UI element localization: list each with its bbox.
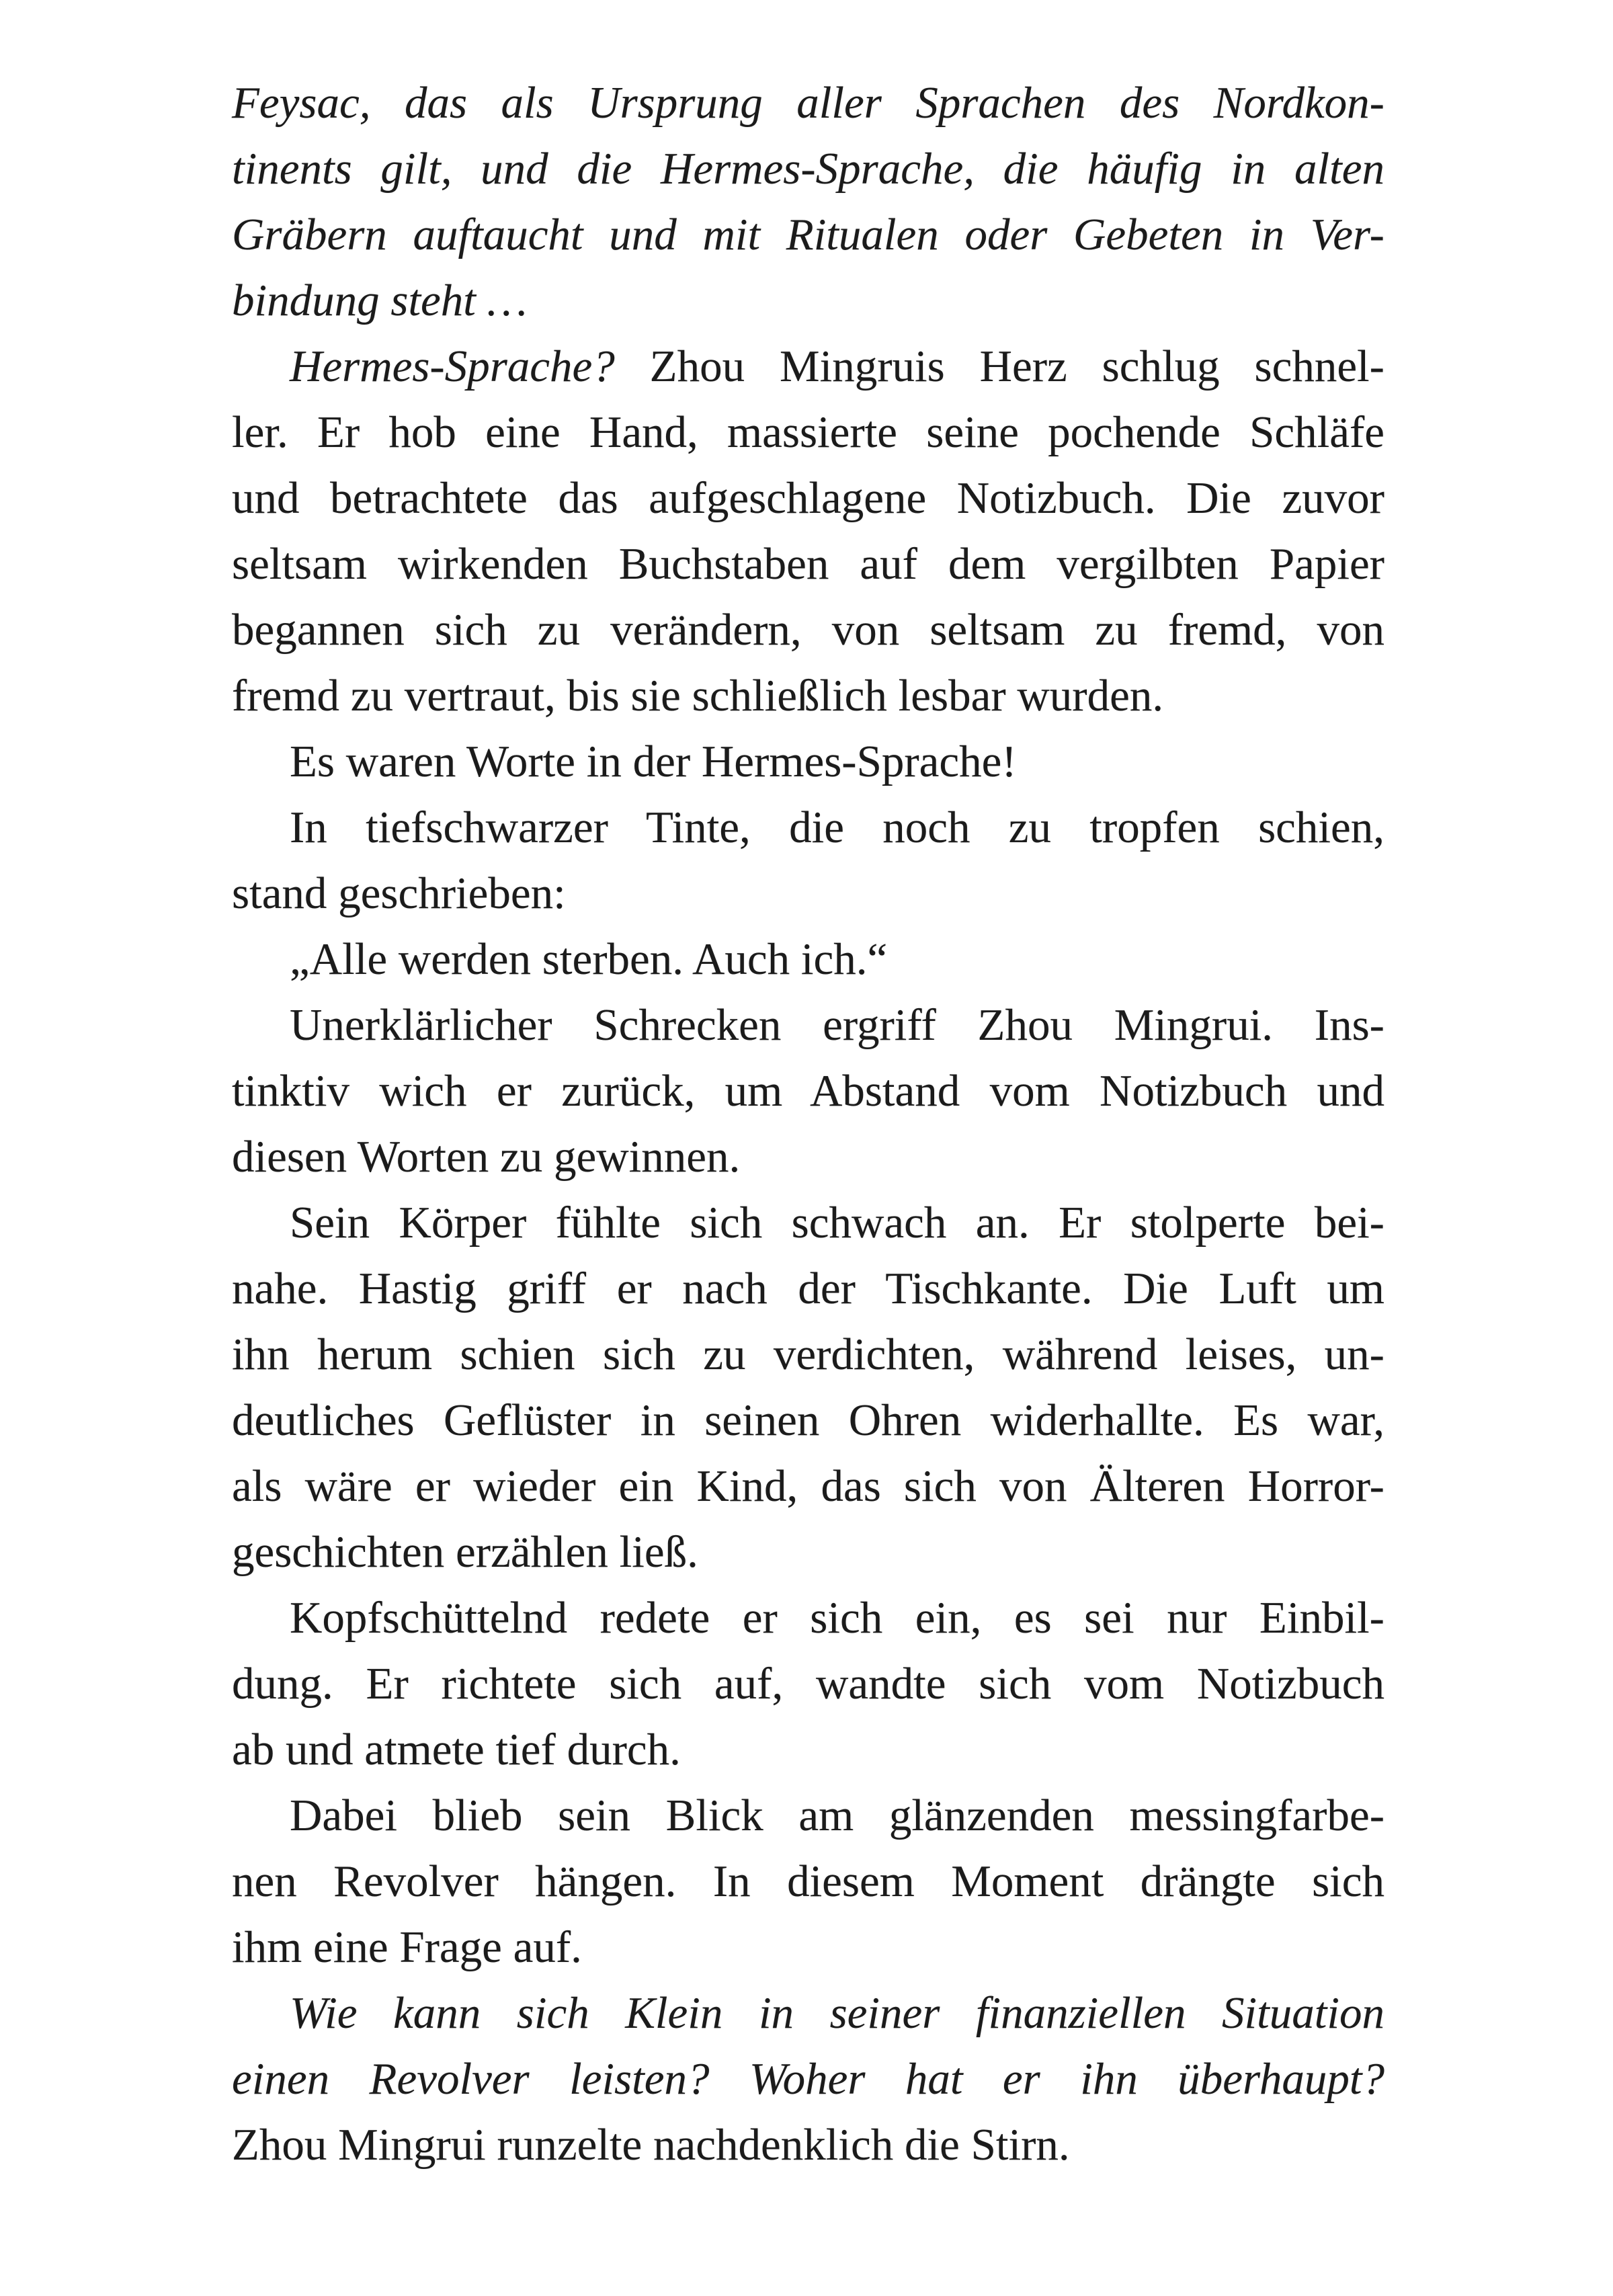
text-line bbox=[232, 70, 1384, 136]
text-segment: Unerklärlicher Schrecken ergriff Zhou Mingrui. Ins- bbox=[290, 1000, 1384, 1050]
text-segment: tinktiv wich er zurück, um Abstand vom Notizbuch und bbox=[232, 1066, 1384, 1116]
text-segment: geschichten erzählen ließ. bbox=[232, 1527, 698, 1577]
italic-text-segment: tinents gilt, und die Hermes-Sprache, die häufig in alten bbox=[232, 144, 1384, 194]
text-segment: „Alle werden sterben. Auch ich.“ bbox=[290, 934, 888, 984]
text-line bbox=[232, 2112, 1384, 2178]
italic-text-segment: einen Revolver leisten? Woher hat er ihn überhaupt? bbox=[232, 2054, 1384, 2104]
text-segment: Dabei blieb sein Blick am glänzenden messingfarbe- bbox=[290, 1791, 1384, 1840]
text-line bbox=[232, 2046, 1384, 2112]
text-line bbox=[232, 860, 1384, 926]
text-line bbox=[232, 399, 1384, 465]
text-segment: nahe. Hastig griff er nach der Tischkante. Die Luft um bbox=[232, 1264, 1384, 1313]
text-segment: ihm eine Frage auf. bbox=[232, 1922, 582, 1972]
text-line bbox=[232, 992, 1384, 1058]
text-segment: begannen sich zu verändern, von seltsam zu fremd, von bbox=[232, 605, 1384, 655]
text-line bbox=[232, 268, 1384, 333]
italic-text-segment: Wie kann sich Klein in seiner finanziellen Situation bbox=[290, 1988, 1384, 2038]
text-segment: fremd zu vertraut, bis sie schließlich lesbar wurden. bbox=[232, 671, 1164, 721]
text-line bbox=[232, 729, 1384, 794]
text-segment: nen Revolver hängen. In diesem Moment drängte sich bbox=[232, 1856, 1384, 1906]
text-line bbox=[232, 1519, 1384, 1585]
italic-text-segment: Hermes-Sprache? bbox=[290, 341, 615, 391]
text-line bbox=[232, 1651, 1384, 1717]
text-segment: und betrachtete das aufgeschlagene Notizbuch. Die zuvor bbox=[232, 473, 1384, 523]
italic-text-segment: Feysac, das als Ursprung aller Sprachen des Nordkon- bbox=[232, 78, 1384, 128]
text-segment: Es waren Worte in der Hermes-Sprache! bbox=[290, 737, 1017, 786]
text-segment: diesen Worten zu gewinnen. bbox=[232, 1132, 741, 1182]
text-line bbox=[232, 1058, 1384, 1124]
text-line bbox=[232, 1980, 1384, 2046]
text-line bbox=[232, 926, 1384, 992]
text-block bbox=[232, 70, 1384, 2178]
text-segment: ihn herum schien sich zu verdichten, während leises, un- bbox=[232, 1329, 1384, 1379]
italic-text-segment: bindung steht … bbox=[232, 276, 528, 325]
text-segment: ler. Er hob eine Hand, massierte seine pochende Schläfe bbox=[232, 407, 1384, 457]
text-line bbox=[232, 1914, 1384, 1980]
text-line bbox=[232, 333, 1384, 399]
text-segment: stand geschrieben: bbox=[232, 868, 566, 918]
text-segment: In tiefschwarzer Tinte, die noch zu tropfen schien, bbox=[290, 803, 1384, 852]
text-line bbox=[232, 1585, 1384, 1651]
text-line bbox=[232, 1782, 1384, 1848]
text-line bbox=[232, 1124, 1384, 1190]
text-line bbox=[232, 531, 1384, 597]
text-segment: Kopfschüttelnd redete er sich ein, es sei nur Einbil- bbox=[290, 1593, 1384, 1643]
italic-text-segment: Gräbern auftaucht und mit Ritualen oder Gebeten in Ver- bbox=[232, 210, 1384, 259]
text-line bbox=[232, 1256, 1384, 1321]
text-segment: Zhou Mingrui runzelte nachdenklich die Stirn. bbox=[232, 2120, 1070, 2170]
text-line bbox=[232, 794, 1384, 860]
text-line bbox=[232, 1387, 1384, 1453]
text-line bbox=[232, 465, 1384, 531]
text-segment: als wäre er wieder ein Kind, das sich von Älteren Horror- bbox=[232, 1461, 1384, 1511]
text-line bbox=[232, 1321, 1384, 1387]
text-line bbox=[232, 597, 1384, 663]
text-line bbox=[232, 202, 1384, 268]
text-line bbox=[232, 663, 1384, 729]
text-line bbox=[232, 1453, 1384, 1519]
text-line bbox=[232, 1190, 1384, 1256]
text-line bbox=[232, 1717, 1384, 1782]
text-segment: ab und atmete tief durch. bbox=[232, 1725, 681, 1774]
text-segment: seltsam wirkenden Buchstaben auf dem vergilbten Papier bbox=[232, 539, 1384, 589]
text-segment: Zhou Mingruis Herz schlug schnel- bbox=[614, 341, 1384, 391]
text-segment: dung. Er richtete sich auf, wandte sich vom Notizbuch bbox=[232, 1659, 1384, 1709]
text-segment: deutliches Geflüster in seinen Ohren widerhallte. Es war, bbox=[232, 1395, 1384, 1445]
text-segment: Sein Körper fühlte sich schwach an. Er stolperte bei- bbox=[290, 1198, 1384, 1247]
text-line bbox=[232, 1848, 1384, 1914]
text-line bbox=[232, 136, 1384, 202]
